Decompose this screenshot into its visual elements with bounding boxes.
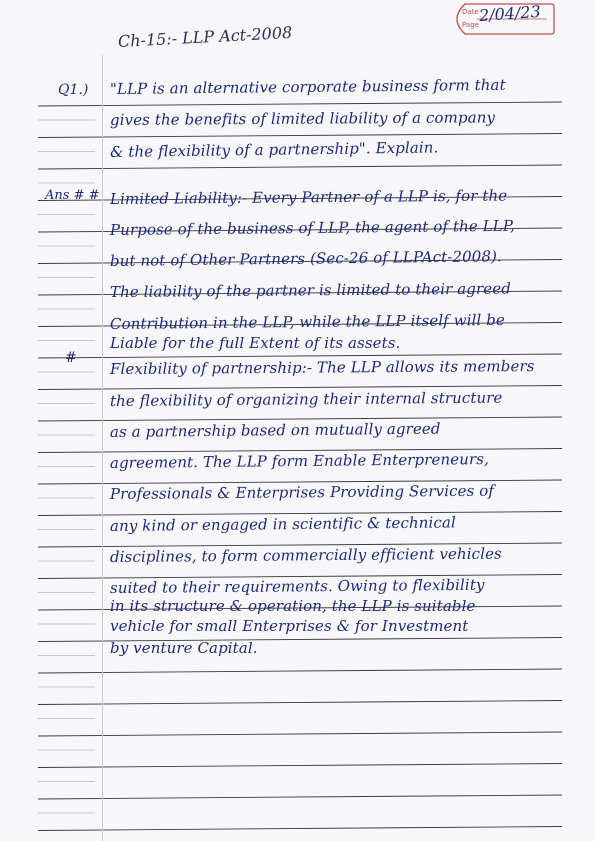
ruled-line — [38, 732, 562, 736]
ruled-line — [38, 827, 562, 831]
stamp-page-label: Page — [462, 21, 479, 29]
ruled-line — [38, 701, 562, 705]
point-line: disciplines, to form commercially efficient vehicles — [109, 544, 502, 566]
ruled-line — [38, 764, 562, 768]
answer-line: Limited Liability:- Every Partner of a LLP is, for the — [109, 186, 508, 208]
question-line: & the flexibility of a partnership". Explain. — [109, 138, 439, 161]
point-line: vehicle for small Enterprises & for Investment — [110, 617, 469, 635]
point-line: as a partnership based on mutually agreed — [109, 419, 441, 441]
answer-line: The liability of the partner is limited to their agreed — [109, 279, 511, 301]
answer-line: Contribution in the LLP, while the LLP itself will be — [109, 310, 506, 333]
question-line: gives the benefits of limited liability of a company — [109, 108, 496, 129]
ruled-line — [38, 795, 562, 799]
point-line: suited to their requirements. Owing to flexibility — [109, 575, 485, 597]
ruled-line — [38, 134, 562, 138]
point-line: Flexibility of partnership:- The LLP allows its members — [109, 357, 535, 378]
stamp-date-label: Date — [462, 8, 479, 16]
question-number: Q1.) — [58, 82, 89, 98]
question-line: "LLP is an alternative corporate business form that — [109, 75, 506, 98]
point-line: in its structure & operation, the LLP is suitable — [110, 597, 476, 615]
date-page-stamp — [447, 3, 555, 35]
chapter-heading: Ch-15:- LLP Act-2008 — [117, 22, 293, 51]
point-line: by venture Capital. — [110, 639, 258, 657]
point-marker: # — [65, 350, 77, 366]
ruled-line — [38, 102, 562, 106]
answer-marker: Ans # # — [45, 188, 100, 203]
point-line: Professionals & Enterprises Providing Services of — [109, 481, 495, 503]
answer-line: but not of Other Partners (Sec-26 of LLPAct-2008). — [109, 247, 502, 270]
margin-line — [102, 55, 103, 841]
point-line: any kind or engaged in scientific & technical — [109, 513, 456, 535]
answer-line: Liable for the full Extent of its assets. — [110, 334, 401, 352]
stamp-date-value: 2/04/23 — [478, 1, 542, 26]
ruled-line — [38, 165, 562, 169]
point-line: agreement. The LLP form Enable Enterpreneurs, — [109, 450, 489, 472]
point-line: the flexibility of organizing their internal structure — [109, 388, 503, 410]
answer-line: Purpose of the business of LLP, the agent of the LLP, — [109, 216, 515, 239]
ruled-line — [38, 669, 562, 673]
